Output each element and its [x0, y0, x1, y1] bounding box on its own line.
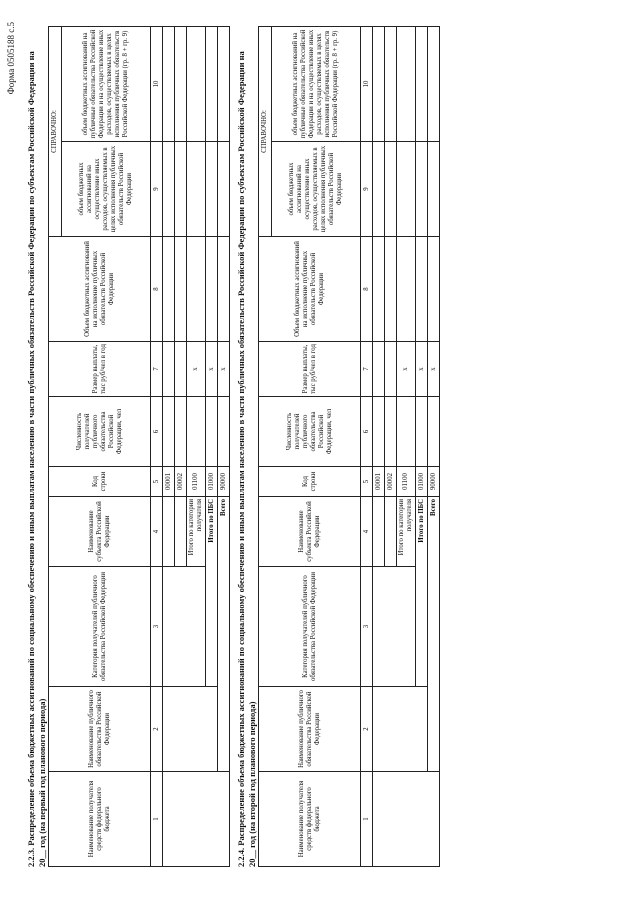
col-number: 8: [151, 237, 163, 342]
cell-allocation[interactable]: [163, 237, 175, 342]
category-total-label: Итого по категории получателя: [187, 497, 206, 567]
cell-count[interactable]: [175, 397, 187, 467]
grand-total-label: Всего: [428, 497, 440, 772]
col-number: 6: [151, 397, 163, 467]
header-payment-size: Размер выплаты, тыс руб/чел в год: [259, 342, 361, 397]
row-code: 00001: [163, 467, 175, 497]
cell-total[interactable]: [218, 27, 230, 142]
cell-x: x: [428, 342, 440, 397]
row-code: 90000: [428, 467, 440, 497]
cell-allocation[interactable]: [373, 237, 385, 342]
cell-category[interactable]: [373, 567, 416, 687]
header-other-expenses: объем бюджетных ассигнований на осуществление иных расходов, осуществляемых в целях исполнения публичных обязательств Российской Федерации: [272, 142, 361, 237]
cell-count[interactable]: [385, 397, 397, 467]
cell-count[interactable]: [218, 397, 230, 467]
cell-count[interactable]: [416, 397, 428, 467]
cell-count[interactable]: [397, 397, 416, 467]
cell-count[interactable]: [206, 397, 218, 467]
cell-subject[interactable]: [385, 497, 397, 567]
pbs-total-label: Итого по ПБС: [206, 497, 218, 687]
pbs-total-label: Итого по ПБС: [416, 497, 428, 687]
cell-count[interactable]: [373, 397, 385, 467]
cell-total[interactable]: [373, 27, 385, 142]
col-number: 1: [151, 772, 163, 867]
header-subject: Наименование субъекта Российской Федерации: [259, 497, 361, 567]
section-title-first: 2.2.3. Распределение объема бюджетных ассигнований по социальному обеспечению и иным выплатам населению в части публичных обязательств Российской Федерации по субъектам Российской Федерации на 20__ год (на первый год планового периода): [26, 51, 47, 867]
cell-subject[interactable]: [373, 497, 385, 567]
cell-allocation[interactable]: [206, 237, 218, 342]
cell-count[interactable]: [163, 397, 175, 467]
cell-other[interactable]: [187, 142, 206, 237]
cell-allocation[interactable]: [428, 237, 440, 342]
cell-other[interactable]: [385, 142, 397, 237]
cell-x: x: [187, 342, 206, 397]
col-number: 9: [361, 142, 373, 237]
header-payment-size: Размер выплаты, тыс руб/чел в год: [49, 342, 151, 397]
col-number: 10: [151, 27, 163, 142]
header-count: Численность получателей публичного обязательства Российской Федерации, чел: [259, 397, 361, 467]
header-allocations: Объем бюджетных ассигнований на исполнение публичных обязательств Российской Федерации: [49, 237, 151, 342]
col-number: 5: [151, 467, 163, 497]
row-code: 01100: [397, 467, 416, 497]
cell-total[interactable]: [187, 27, 206, 142]
grand-total-label: Всего: [218, 497, 230, 772]
cell-allocation[interactable]: [218, 237, 230, 342]
header-total-allocations: объем бюджетных ассигнований на публичные обязательства Российской Федерации и на осуществление иных расходов, осуществляемых в целях исполнения публичных обязательств Российской Федерации (гр. 8 + гр. 9): [62, 27, 151, 142]
cell-x: x: [206, 342, 218, 397]
header-category: Категория получателей публичного обязательства Российской Федерации: [259, 567, 361, 687]
col-number: 6: [361, 397, 373, 467]
cell-total[interactable]: [428, 27, 440, 142]
header-total-allocations: объем бюджетных ассигнований на публичные обязательства Российской Федерации и на осуществление иных расходов, осуществляемых в целях исполнения публичных обязательств Российской Федерации (гр. 8 + гр. 9): [272, 27, 361, 142]
header-code: Код строки: [259, 467, 361, 497]
cell-obligation[interactable]: [163, 687, 218, 772]
cell-total[interactable]: [163, 27, 175, 142]
header-other-expenses: объем бюджетных ассигнований на осуществление иных расходов, осуществляемых в целях исполнения публичных обязательств Российской Федерации: [62, 142, 151, 237]
cell-other[interactable]: [206, 142, 218, 237]
cell-recipient[interactable]: [373, 772, 440, 867]
row-code: 01100: [187, 467, 206, 497]
cell-other[interactable]: [218, 142, 230, 237]
header-code: Код строки: [49, 467, 151, 497]
form-code: Форма 0505188 с.5: [6, 22, 16, 95]
header-recipient: Наименование получателя средств федерального бюджета: [49, 772, 151, 867]
cell-subject[interactable]: [163, 497, 175, 567]
table-second-year: [258, 26, 440, 867]
col-number: 10: [361, 27, 373, 142]
cell-recipient[interactable]: [163, 772, 230, 867]
row-code: 00001: [373, 467, 385, 497]
table-first-year: [48, 26, 230, 867]
header-count: Численность получателей публичного обязательства Российской Федерации, чел: [49, 397, 151, 467]
category-total-label: Итого по категории получателя: [397, 497, 416, 567]
cell-total[interactable]: [206, 27, 218, 142]
header-obligation: Наименование публичного обязательства Российской Федерации: [259, 687, 361, 772]
cell-count[interactable]: [187, 397, 206, 467]
header-allocations: Объем бюджетных ассигнований на исполнение публичных обязательств Российской Федерации: [259, 237, 361, 342]
col-number: 9: [151, 142, 163, 237]
row-code: 01000: [206, 467, 218, 497]
section-title-second: 2.2.4. Распределение объема бюджетных ассигнований по социальному обеспечению и иным выплатам населению в части публичных обязательств Российской Федерации по субъектам Российской Федерации на 20__ год (на второй год планового периода): [236, 51, 257, 867]
row-code: 00002: [385, 467, 397, 497]
cell-total[interactable]: [385, 27, 397, 142]
row-code: 00002: [175, 467, 187, 497]
cell-allocation[interactable]: [385, 237, 397, 342]
col-number: 3: [361, 567, 373, 687]
cell-payment[interactable]: [373, 342, 385, 397]
col-number: 7: [151, 342, 163, 397]
col-number: 5: [361, 467, 373, 497]
cell-x: x: [416, 342, 428, 397]
cell-x: x: [218, 342, 230, 397]
header-category: Категория получателей публичного обязательства Российской Федерации: [49, 567, 151, 687]
cell-allocation[interactable]: [175, 237, 187, 342]
cell-obligation[interactable]: [373, 687, 428, 772]
cell-other[interactable]: [175, 142, 187, 237]
cell-other[interactable]: [428, 142, 440, 237]
col-number: 4: [151, 497, 163, 567]
cell-other[interactable]: [163, 142, 175, 237]
cell-allocation[interactable]: [187, 237, 206, 342]
cell-allocation[interactable]: [397, 237, 416, 342]
cell-total[interactable]: [175, 27, 187, 142]
col-number: 3: [151, 567, 163, 687]
header-obligation: Наименование публичного обязательства Российской Федерации: [49, 687, 151, 772]
cell-subject[interactable]: [175, 497, 187, 567]
cell-payment[interactable]: [385, 342, 397, 397]
col-number: 2: [361, 687, 373, 772]
cell-total[interactable]: [416, 27, 428, 142]
header-spravochno: СПРАВОЧНО:: [259, 27, 272, 237]
cell-payment[interactable]: [163, 342, 175, 397]
row-code: 01000: [416, 467, 428, 497]
cell-x: x: [397, 342, 416, 397]
cell-allocation[interactable]: [416, 237, 428, 342]
cell-other[interactable]: [373, 142, 385, 237]
header-recipient: Наименование получателя средств федерального бюджета: [259, 772, 361, 867]
cell-other[interactable]: [397, 142, 416, 237]
col-number: 1: [361, 772, 373, 867]
col-number: 7: [361, 342, 373, 397]
cell-category[interactable]: [163, 567, 206, 687]
col-number: 2: [151, 687, 163, 772]
cell-payment[interactable]: [175, 342, 187, 397]
row-code: 90000: [218, 467, 230, 497]
header-spravochno: СПРАВОЧНО:: [49, 27, 62, 237]
col-number: 4: [361, 497, 373, 567]
header-subject: Наименование субъекта Российской Федерации: [49, 497, 151, 567]
cell-total[interactable]: [397, 27, 416, 142]
cell-count[interactable]: [428, 397, 440, 467]
cell-other[interactable]: [416, 142, 428, 237]
col-number: 8: [361, 237, 373, 342]
